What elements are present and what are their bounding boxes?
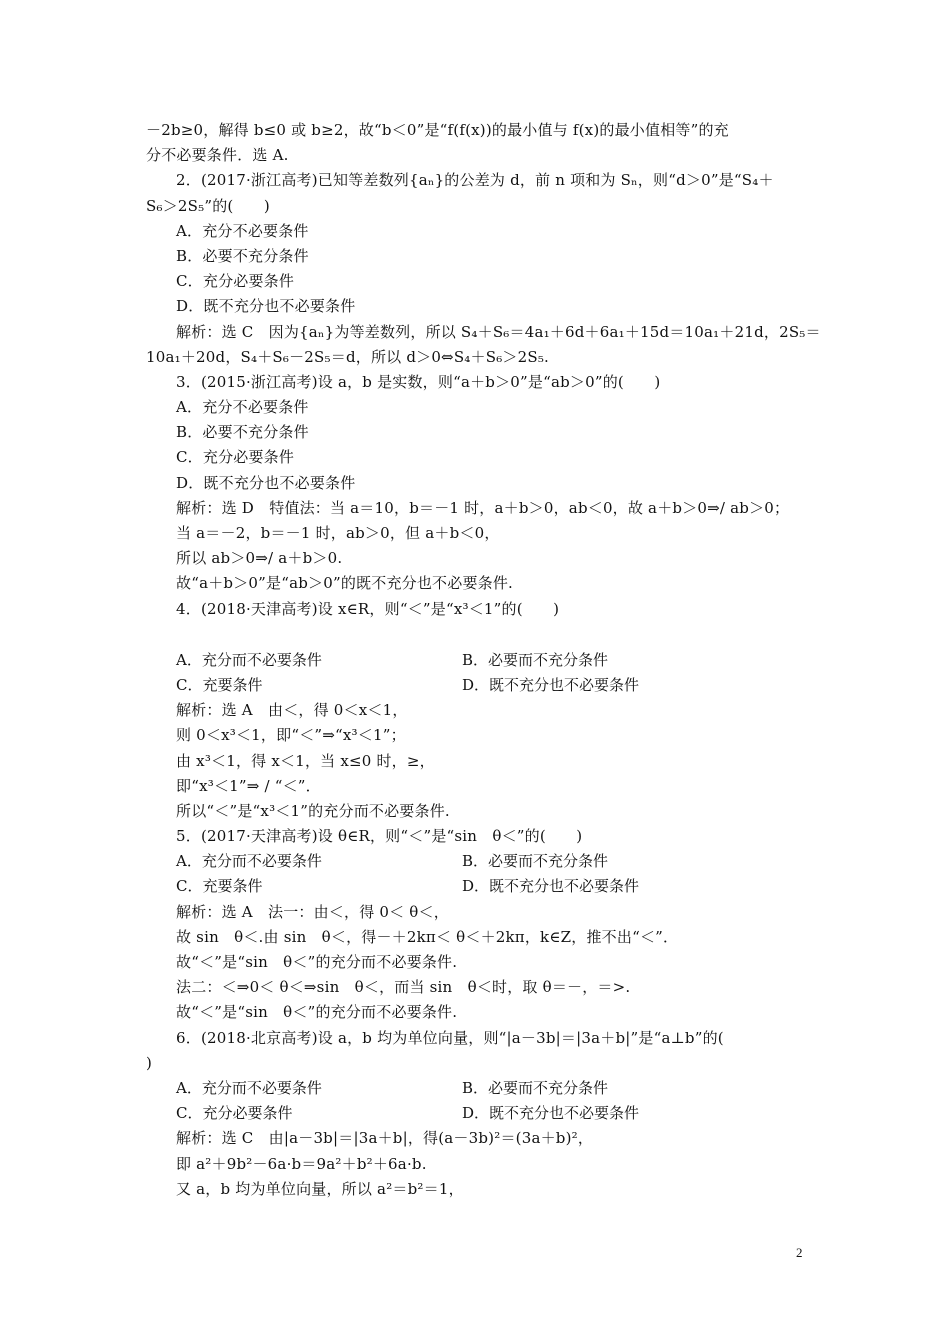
- option-b: B．必要不充分条件: [176, 423, 309, 442]
- solution-line: 解析：选 C 由|a－3b|＝|3a＋b|，得(a－3b)²＝(3a＋b)²，: [176, 1129, 594, 1148]
- option-b: B．必要而不充分条件: [462, 1078, 609, 1097]
- option-b: B．必要而不充分条件: [462, 852, 609, 871]
- solution-line: 解析：选 D 特值法：当 a＝10，b＝－1 时，a＋b＞0，ab＜0，故 a＋b＞0⇒/ ab＞0；: [176, 498, 790, 517]
- page-number: 2: [796, 1245, 803, 1260]
- solution-line: 10a₁＋20d，S₄＋S₆－2S₅＝d，所以 d＞0⇔S₄＋S₆＞2S₅.: [146, 347, 550, 366]
- solution-line: 故 sin θ＜.由 sin θ＜，得－＋2kπ＜ θ＜＋2kπ，k∈Z，推不出“＜”．: [176, 927, 679, 946]
- solution-line: 所以 ab＞0⇒/ a＋b＞0.: [176, 549, 343, 568]
- solution-line: 法二：＜⇒0＜ θ＜⇒sin θ＜，而当 sin θ＜时，取 θ＝－，＝>.: [176, 978, 631, 997]
- option-d: D．既不充分也不必要条件: [176, 473, 356, 492]
- option-d: D．既不充分也不必要条件: [462, 675, 640, 694]
- page-content: [0, 118, 950, 1202]
- options-row: [0, 874, 950, 899]
- options-row: [0, 1101, 950, 1126]
- options-row: [0, 673, 950, 698]
- option-a: A．充分不必要条件: [176, 398, 309, 417]
- option-c: C．充分必要条件: [176, 448, 295, 467]
- question-5-stem: 5．(2017·天津高考)设 θ∈R，则“＜”是“sin θ＜”的( ): [176, 827, 583, 846]
- option-a: A．充分而不必要条件: [176, 650, 322, 669]
- solution-line: 故“＜”是“sin θ＜”的充分而不必要条件.: [176, 1003, 458, 1022]
- options-row: [0, 849, 950, 874]
- solution-line: 故“＜”是“sin θ＜”的充分而不必要条件.: [176, 953, 458, 971]
- solution-line: 即“x³＜1”⇒ / “＜”．: [176, 776, 321, 795]
- option-d: D．既不充分也不必要条件: [462, 1104, 640, 1123]
- options-row: [0, 1076, 950, 1101]
- solution-line: 又 a，b 均为单位向量，所以 a²＝b²＝1，: [176, 1179, 464, 1198]
- option-c: C．充分必要条件: [176, 1104, 293, 1123]
- option-b: B．必要而不充分条件: [462, 650, 609, 669]
- question-3-stem: 3．(2015·浙江高考)设 a，b 是实数，则“a＋b＞0”是“ab＞0”的( ): [176, 372, 661, 391]
- solution-line: 当 a＝－2，b＝－1 时，ab＞0，但 a＋b＜0，: [176, 524, 500, 542]
- blank-gap: [0, 622, 950, 648]
- solution-line: 即 a²＋9b²－6a·b＝9a²＋b²＋6a·b.: [176, 1154, 427, 1173]
- option-a: A．充分不必要条件: [176, 221, 309, 240]
- text-line: ): [146, 1053, 153, 1072]
- solution-line: 由 x³＜1，得 x＜1，当 x≤0 时，≥，: [176, 751, 435, 770]
- option-d: D．既不充分也不必要条件: [176, 297, 356, 316]
- question-4-stem: 4．(2018·天津高考)设 x∈R，则“＜”是“x³＜1”的( ): [176, 599, 560, 618]
- text-line: －2b≥0，解得 b≤0 或 b≥2，故“b＜0”是“f(f(x))的最小值与 f(x)的最小值相等”的充: [146, 121, 729, 139]
- option-a: A．充分而不必要条件: [176, 1078, 322, 1097]
- solution-line: 解析：选 C 因为{aₙ}为等差数列，所以 S₄＋S₆＝4a₁＋6d＋6a₁＋15d＝10a₁＋21d，2S₅＝: [176, 322, 821, 341]
- options-row: [0, 648, 950, 673]
- question-6-stem: 6．(2018·北京高考)设 a，b 均为单位向量，则“|a－3b|＝|3a＋b|”是“a⊥b”的(: [176, 1028, 724, 1047]
- solution-line: 所以“＜”是“x³＜1”的充分而不必要条件.: [176, 801, 450, 820]
- solution-line: 则 0＜x³＜1，即“＜”⇒“x³＜1”；: [176, 726, 406, 745]
- option-c: C．充要条件: [176, 877, 263, 896]
- text-line: S₆＞2S₅”的( ): [146, 196, 270, 215]
- option-b: B．必要不充分条件: [176, 246, 309, 265]
- solution-line: 解析：选 A 由＜，得 0＜x＜1，: [176, 701, 408, 720]
- text-line: 分不必要条件．选 A.: [146, 146, 289, 165]
- option-c: C．充要条件: [176, 675, 263, 694]
- option-d: D．既不充分也不必要条件: [462, 877, 640, 896]
- question-2-stem: 2．(2017·浙江高考)已知等差数列{aₙ}的公差为 d，前 n 项和为 Sₙ，则“d＞0”是“S₄＋: [176, 171, 774, 190]
- solution-line: 故“a＋b＞0”是“ab＞0”的既不充分也不必要条件.: [176, 574, 514, 593]
- option-c: C．充分必要条件: [176, 272, 295, 291]
- solution-line: 解析：选 A 法一：由＜，得 0＜ θ＜，: [176, 902, 449, 921]
- option-a: A．充分而不必要条件: [176, 852, 322, 871]
